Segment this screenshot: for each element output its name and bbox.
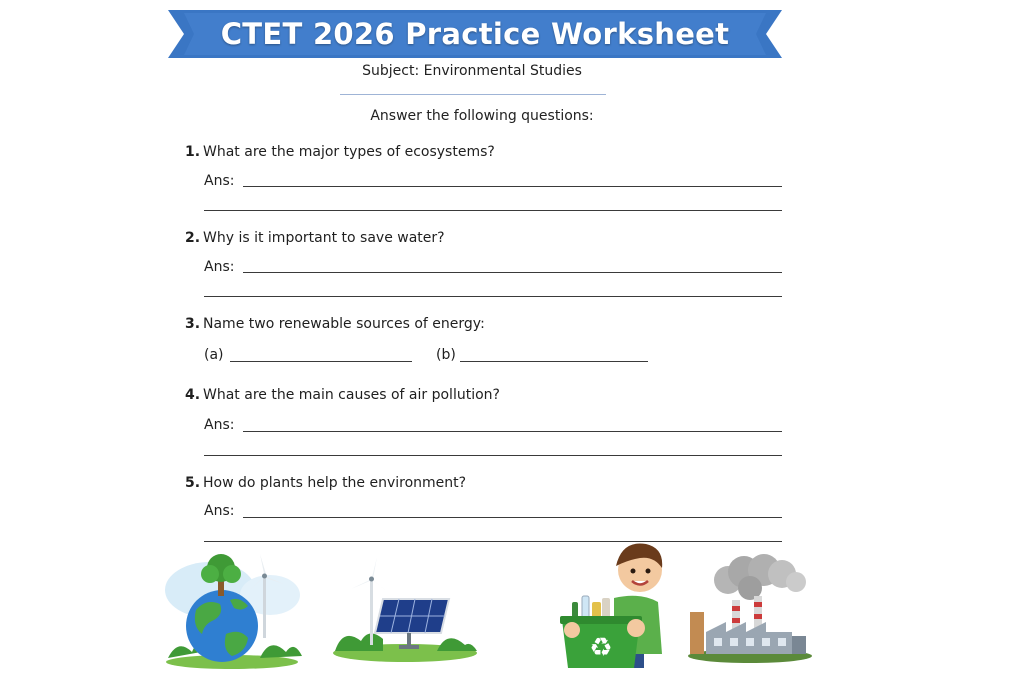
question-text: Name two renewable sources of energy:	[203, 316, 485, 332]
question-number: 3.	[185, 316, 201, 332]
question-number: 1.	[185, 144, 201, 160]
question-text: Why is it important to save water?	[203, 230, 445, 246]
answer-line[interactable]	[243, 517, 782, 518]
instructions: Answer the following questions:	[370, 108, 594, 124]
earth-with-tree-and-wind-turbine-icon	[160, 550, 305, 670]
question-3	[185, 316, 485, 332]
divider	[340, 94, 606, 95]
answer-line[interactable]	[204, 296, 782, 297]
question-2	[185, 230, 445, 246]
question-text: How do plants help the environment?	[203, 475, 467, 491]
subject-line: Subject: Environmental Studies	[362, 63, 582, 79]
answer-line[interactable]	[243, 272, 782, 273]
answer-label: Ans:	[204, 503, 235, 519]
answer-label: Ans:	[204, 173, 235, 189]
answer-line[interactable]	[204, 455, 782, 456]
answer-line-a[interactable]	[230, 361, 412, 362]
question-number: 4.	[185, 387, 201, 403]
answer-label: Ans:	[204, 417, 235, 433]
answer-line[interactable]	[243, 431, 782, 432]
question-1	[185, 144, 495, 160]
question-text: What are the main causes of air pollution?	[203, 387, 500, 403]
question-text: What are the major types of ecosystems?	[203, 144, 495, 160]
answer-line-b[interactable]	[460, 361, 648, 362]
question-number: 5.	[185, 475, 201, 491]
option-a-label: (a)	[204, 347, 224, 363]
answer-line[interactable]	[243, 186, 782, 187]
question-5	[185, 475, 466, 491]
boy-holding-recycling-bin-icon	[558, 540, 670, 672]
solar-panel-and-wind-turbine-icon	[325, 555, 480, 665]
title-banner	[168, 10, 782, 58]
answer-line[interactable]	[204, 541, 782, 542]
answer-label: Ans:	[204, 259, 235, 275]
polluting-factory-icon	[680, 552, 812, 664]
page-title: CTET 2026 Practice Worksheet	[220, 17, 730, 51]
question-4	[185, 387, 500, 403]
option-b-label: (b)	[436, 347, 456, 363]
answer-line[interactable]	[204, 210, 782, 211]
svg-text:♻: ♻	[589, 633, 613, 663]
question-number: 2.	[185, 230, 201, 246]
